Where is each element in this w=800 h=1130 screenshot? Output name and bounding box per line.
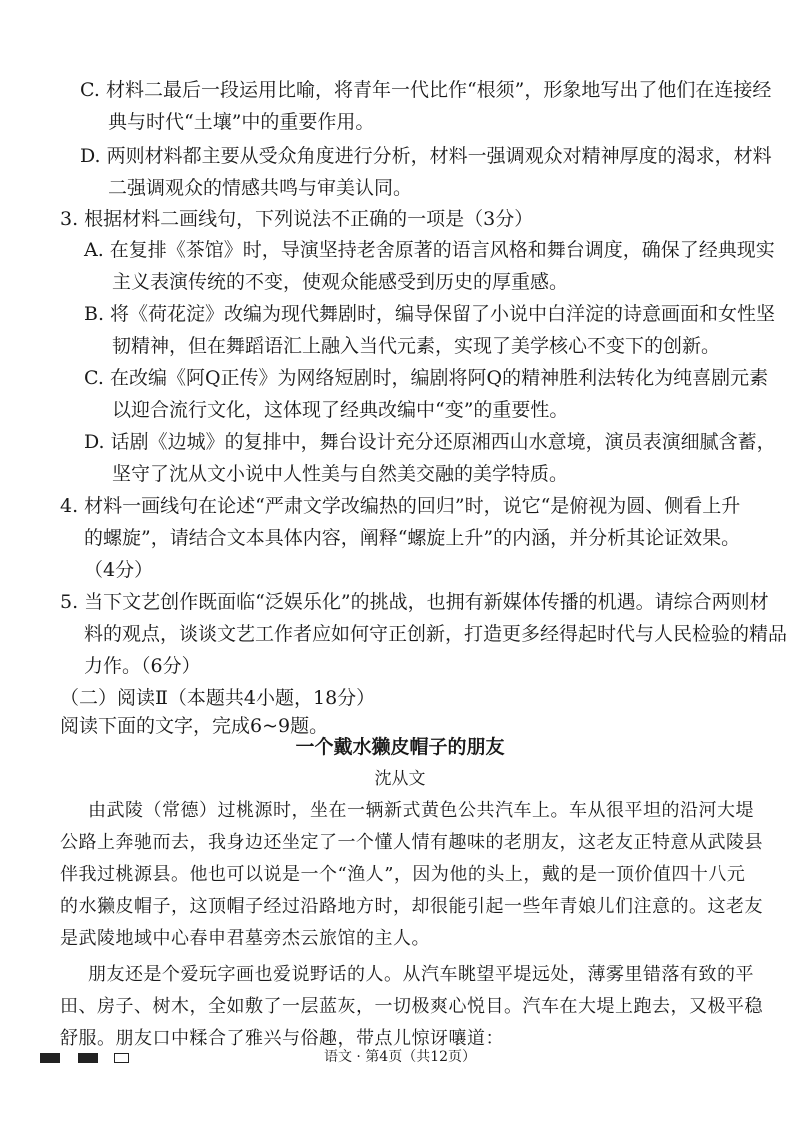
text-line: B. 将《荷花淀》改编为现代舞剧时，编导保留了小说中白洋淀的诗意画面和女性坚: [84, 303, 776, 325]
text-line: 典与时代“土壤”中的重要作用。: [108, 111, 375, 133]
text-line: 料的观点，谈谈文艺工作者应如何守正创新，打造更多经得起时代与人民检验的精品: [84, 623, 788, 645]
text-line: （4分）: [84, 559, 154, 581]
text-line: 4. 材料一画线句在论述“严肃文学改编热的回归”时，说它“是俯视为圆、侧看上升: [60, 495, 741, 517]
story-author: 沈从文: [374, 769, 426, 789]
text-line: 公路上奔驰而去，我身边还坐定了一个懂人情有趣味的老朋友，这老友正特意从武陵县: [60, 832, 763, 853]
text-line: 坚守了沈从文小说中人性美与自然美交融的美学特质。: [112, 463, 569, 485]
text-line: 以迎合流行文化，这体现了经典改编中“变”的重要性。: [112, 399, 569, 421]
text-line: （二）阅读Ⅱ（本题共4小题，18分）: [60, 687, 376, 709]
text-line: 5. 当下文艺创作既面临“泛娱乐化”的挑战，也拥有新媒体传播的机遇。请综合两则材: [60, 591, 769, 613]
text-line: C. 材料二最后一段运用比喻，将青年一代比作“根须”，形象地写出了他们在连接经: [80, 79, 772, 101]
text-line: 3. 根据材料二画线句，下列说法不正确的一项是（3分）: [60, 208, 534, 230]
text-line: 力作。（6分）: [84, 655, 201, 677]
text-line: A. 在复排《茶馆》时，导演坚持老舍原著的语言风格和舞台调度，确保了经典现实: [84, 239, 775, 261]
text-line: D. 两则材料都主要从受众角度进行分析，材料一强调观众对精神厚度的渴求，材料: [80, 145, 772, 167]
text-line: 的水獭皮帽子，这顶帽子经过沿路地方时，却很能引起一些年青娘儿们注意的。这老友: [60, 896, 763, 917]
text-line: 伴我过桃源县。他也可以说是一个“渔人”，因为他的头上，戴的是一顶价值四十八元: [60, 864, 746, 885]
page-footer: 语文 · 第4页（共12页）: [323, 1049, 477, 1065]
text-line: 二强调观众的情感共鸣与审美认同。: [108, 177, 413, 199]
text-line: 舒服。朋友口中糅合了雅兴与俗趣，带点儿惊讶嚷道：: [60, 1028, 504, 1049]
text-line: 阅读下面的文字，完成6~9题。: [60, 715, 329, 737]
text-line: 主义表演传统的不变，使观众能感受到历史的厚重感。: [112, 271, 569, 293]
text-line: 朋友还是个爱玩字画也爱说野话的人。从汽车眺望平堤远处，薄雾里错落有致的平: [88, 964, 754, 985]
text-line: 田、房子、树木，全如敷了一层蓝灰，一切极爽心悦目。汽车在大堤上跑去，又极平稳: [60, 996, 763, 1017]
text-line: 是武陵地域中心春申君墓旁杰云旅馆的主人。: [60, 928, 430, 949]
text-line: 由武陵（常德）过桃源时，坐在一辆新式黄色公共汽车上。车从很平坦的沿河大堤: [88, 800, 754, 821]
text-line: 的螺旋”，请结合文本具体内容，阐释“螺旋上升”的内涵，并分析其论证效果。: [84, 527, 741, 549]
text-line: 韧精神，但在舞蹈语汇上融入当代元素，实现了美学核心不变下的创新。: [112, 335, 721, 357]
text-line: C. 在改编《阿Q正传》为网络短剧时，编剧将阿Q的精神胜利法转化为纯喜剧元素: [84, 367, 769, 389]
story-title: 一个戴水獭皮帽子的朋友: [295, 736, 505, 758]
text-line: D. 话剧《边城》的复排中，舞台设计充分还原湘西山水意境，演员表演细腻含蓄，: [84, 431, 776, 453]
